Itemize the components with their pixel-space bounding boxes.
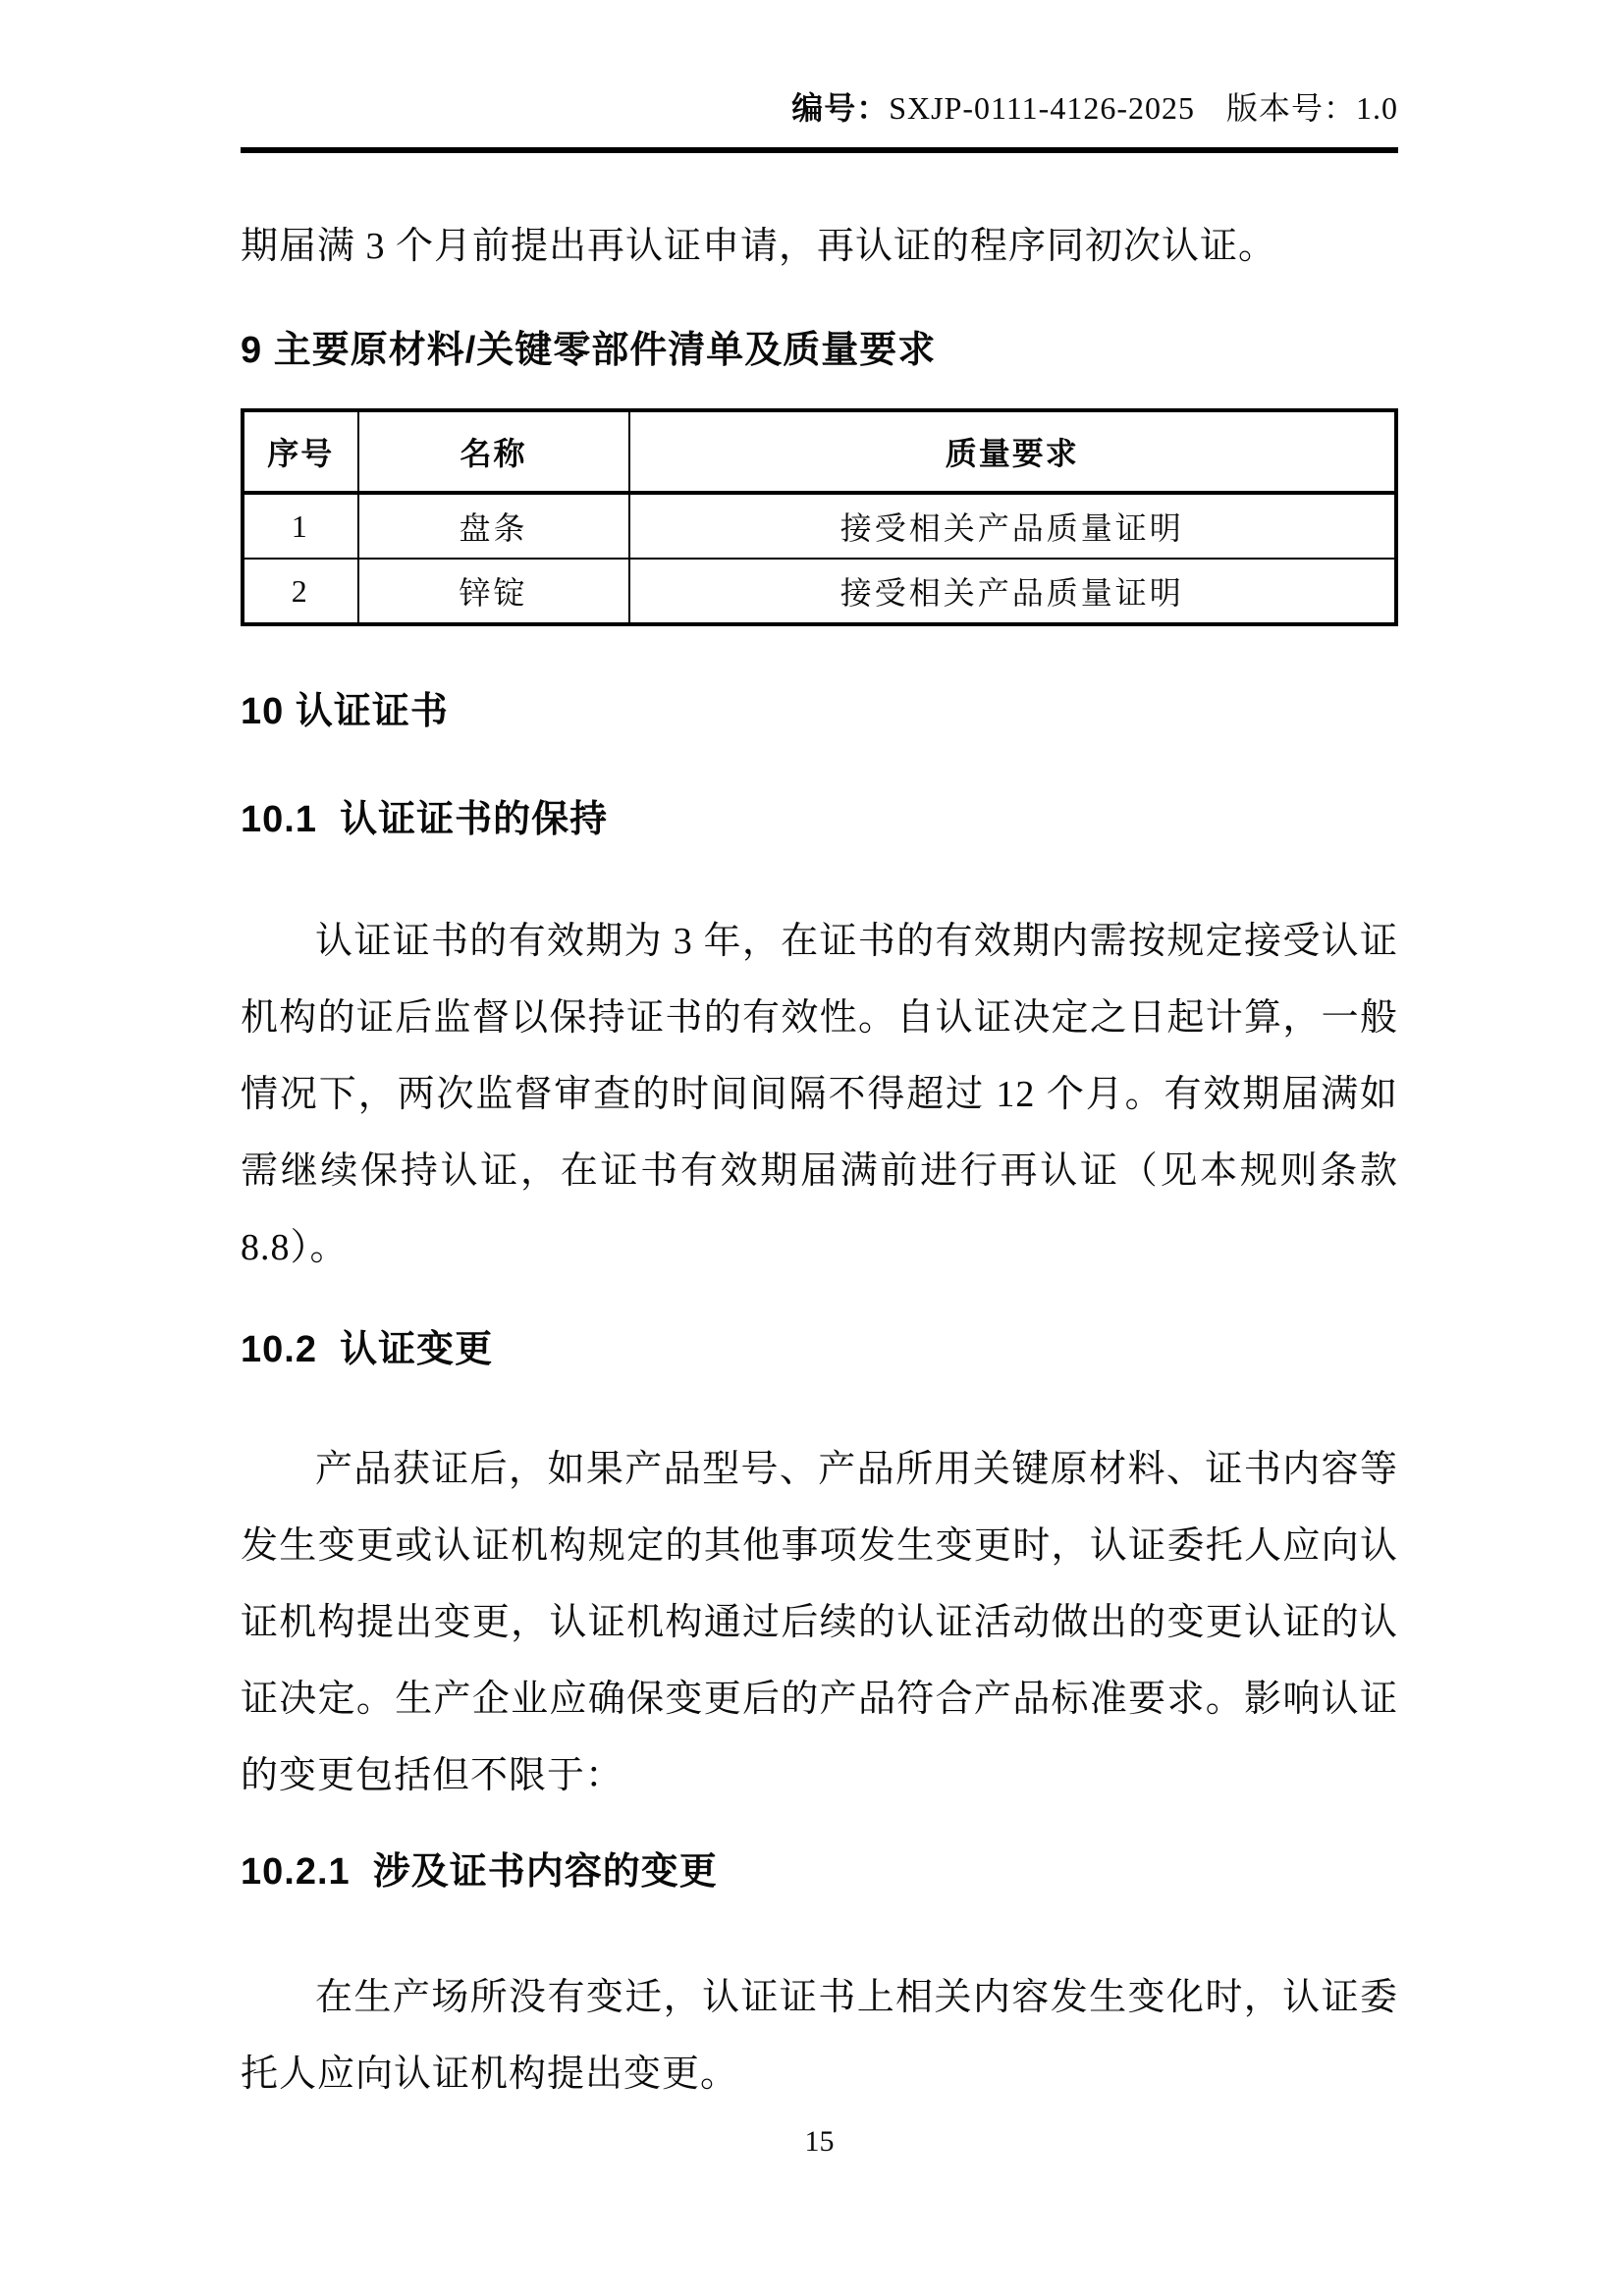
table-cell: 锌锭	[358, 559, 629, 624]
intro-paragraph: 期届满 3 个月前提出再认证申请，再认证的程序同初次认证。	[241, 226, 1277, 267]
section-10-2-heading: 10.2 认证变更	[241, 1329, 494, 1370]
column-header-name: 名称	[358, 410, 629, 493]
table-cell: 1	[243, 493, 358, 559]
document-header	[241, 0, 1398, 130]
materials-table-body	[243, 493, 1396, 624]
section-10-2-paragraph: 产品获证后，如果产品型号、产品所用关键原材料、证书内容等发生变更或认证机构规定的其他事项发生变更时，认证委托人应向认证机构提出变更，认证机构通过后续的认证活动做出的变更认证的认证决定。生产企业应确保变更后的产品符合产品标准要求。影响认证的变更包括但不限于：	[241, 1449, 1398, 1796]
table-cell: 接受相关产品质量证明	[629, 493, 1396, 559]
table-cell: 接受相关产品质量证明	[629, 559, 1396, 624]
column-header-index: 序号	[243, 410, 358, 493]
doc-version: 版本号：1.0	[1225, 90, 1398, 126]
section-10-heading: 10 认证证书	[241, 691, 449, 732]
table-header-row	[243, 410, 1396, 493]
section-10-2-1-heading: 10.2.1 涉及证书内容的变更	[241, 1851, 718, 1893]
materials-table	[241, 408, 1398, 626]
section-9-heading: 9 主要原材料/关键零部件清单及质量要求	[241, 330, 937, 371]
table-row	[243, 559, 1396, 624]
header-divider	[241, 147, 1398, 153]
table-row	[243, 493, 1396, 559]
table-cell: 盘条	[358, 493, 629, 559]
page-number: 15	[804, 2125, 835, 2158]
doc-number-label: 编号：	[791, 90, 890, 126]
column-header-quality: 质量要求	[629, 410, 1396, 493]
section-10-1-paragraph: 认证证书的有效期为 3 年，在证书的有效期内需按规定接受认证机构的证后监督以保持证书的有效性。自认证决定之日起计算，一般情况下，两次监督审查的时间间隔不得超过 12 个月。有效期届满如需继续保持认证，在证书有效期届满前进行再认证（见本规则条款 8.8）。	[241, 921, 1398, 1268]
doc-number-value: SXJP-0111-4126-2025	[889, 90, 1195, 126]
materials-table-header	[243, 410, 1396, 493]
section-10-2-1-paragraph: 在生产场所没有变迁，认证证书上相关内容发生变化时，认证委托人应向认证机构提出变更。	[241, 1977, 1398, 2095]
table-cell: 2	[243, 559, 358, 624]
section-10-1-heading: 10.1 认证证书的保持	[241, 799, 609, 840]
